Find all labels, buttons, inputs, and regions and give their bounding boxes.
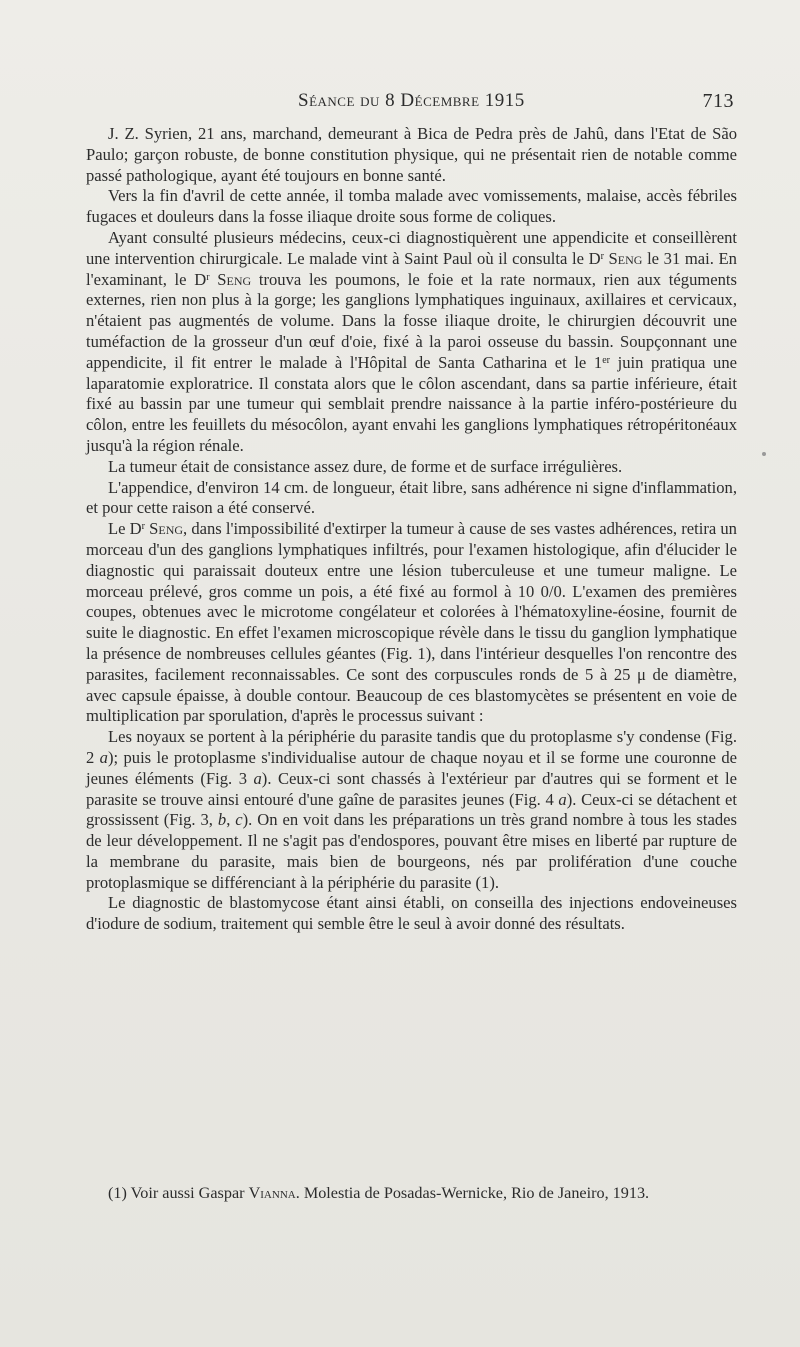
page-number: 713: [702, 90, 734, 112]
figure-label: c: [235, 810, 243, 830]
figure-label: a: [558, 789, 567, 809]
paragraph: Les noyaux se portent à la périphérie du parasite tandis que du protoplasme s'y condense (Fig. 2 a); puis le protoplasme s'individualise autour de chaque noyau et il se forme une couronne de jeunes éléments (Fig. 3 a). Ceux-ci sont chassés à l'extérieur par d'autres qui se forment et le parasite se trouve ainsi entouré d'une gaîne de parasites jeunes (Fig. 4 a). Ceux-ci se détachent et grossissent (Fig. 3, b, c). On en voit dans les préparations un très grand nombre à tous les stades de leur développement. Il ne s'agit pas d'endospores, pouvant être mises en liberté par rupture de la membrane du parasite, mais bien de bourgeons, nés par prolifération d'une couche protoplasmique se différenciant à la périphérie du parasite (1).: [86, 727, 737, 892]
author-name: Seng: [608, 248, 643, 268]
figure-label: b: [217, 810, 227, 830]
figure-label: a: [99, 747, 108, 767]
ink-speck: [762, 452, 766, 456]
superscript: r: [141, 521, 145, 533]
superscript: er: [602, 354, 610, 366]
paragraph: L'appendice, d'environ 14 cm. de longueur, était libre, sans adhérence ni signe d'inflammation, et pour cette raison a été conservé.: [86, 477, 737, 518]
paragraph: Le diagnostic de blastomycose étant ainsi établi, on conseilla des injections endoveineuses d'iodure de sodium, traitement qui semble être le seul à avoir donné des résultats.: [86, 893, 737, 934]
footnote-text: (1) Voir aussi Gaspar Vianna. Molestia de Posadas-Wernicke, Rio de Janeiro, 1913.: [108, 1184, 650, 1202]
running-head: [86, 90, 734, 114]
author-name: Seng: [217, 269, 252, 289]
paragraph: J. Z. Syrien, 21 ans, marchand, demeurant à Bica de Pedra près de Jahû, dans l'Etat de São Paulo; garçon robuste, de bonne constitution physique, qui ne présentait rien de notable comme passé pathologique, ayant été toujours en bonne santé.: [86, 124, 737, 185]
paragraph: Le $D^r$ Seng, dans l'impossibilité d'extirper la tumeur à cause de ses vastes adhérences, retira un morceau d'un des ganglions lymphatiques infiltrés, pour l'examen histologique, afin d'élucider le diagnostic qui paraissait douteux entre une lésion tuberculeuse et une tumeur maligne. Le morceau prélevé, gros comme un pois, a été fixé au formol à 10 0/0. L'examen des premières coupes, obtenues avec le microtome congélateur et colorées à l'hématoxyline-éosine, fournit de suite le diagnostic. En effet l'examen microscopique révèle dans le tissu du ganglion lymphatique la présence de nombreuses cellules géantes (Fig. 1), dans l'intérieur desquelles l'on rencontre des parasites, facilement reconnaissables. Ce sont des corpuscules ronds de 5 à 25 μ de diamètre, avec capsule épaisse, à double contour. Beaucoup de ces blastomycètes se présentent en voie de multiplication par sporulation, d'après le processus suivant :: [86, 519, 737, 726]
figure-label: a: [253, 768, 262, 788]
running-title: Séance du 8 Décembre 1915: [298, 90, 525, 111]
superscript: r: [206, 271, 210, 283]
superscript: r: [600, 250, 604, 262]
footnote: [86, 1183, 737, 1204]
body-text: [86, 124, 737, 935]
paragraph: Vers la fin d'avril de cette année, il tomba malade avec vomissements, malaise, accès fébriles fugaces et douleurs dans la fosse iliaque droite sous forme de coliques.: [86, 186, 737, 227]
paragraph: Ayant consulté plusieurs médecins, ceux-ci diagnostiquèrent une appendicite et conseillèrent une intervention chirurgicale. Le malade vint à Saint Paul où il consulta le $D^r$ Seng le 31 mai. En l'examinant, le $D^r$ Seng trouva les poumons, le foie et la rate normaux, rien aux téguments externes, rien non plus à la gorge; les ganglions lymphatiques inguinaux, axillaires et cervicaux, n'étaient pas augmentés de volume. Dans la fosse iliaque droite, le chirurgien découvrit une tuméfaction de la grosseur d'un œuf d'oie, fixé à la paroi osseuse du bassin. Soupçonnant une appendicite, il fit entrer le malade à l'Hôpital de Santa Catharina et le 1er juin pratiqua une laparatomie exploratrice. Il constata alors que le côlon ascendant, dans sa partie inférieure, était fixé au bassin par une tumeur qui semblait prendre naissance à la partie inféro-postérieure du côlon, entre les feuillets du mésocôlon, ayant envahi les ganglions lymphatiques rétropéritonéaux jusqu'à la région rénale.: [86, 227, 738, 455]
paragraph: La tumeur était de consistance assez dure, de forme et de surface irrégulières.: [108, 456, 623, 476]
author-name: Vianna: [248, 1184, 296, 1202]
author-name: Seng: [149, 519, 184, 539]
